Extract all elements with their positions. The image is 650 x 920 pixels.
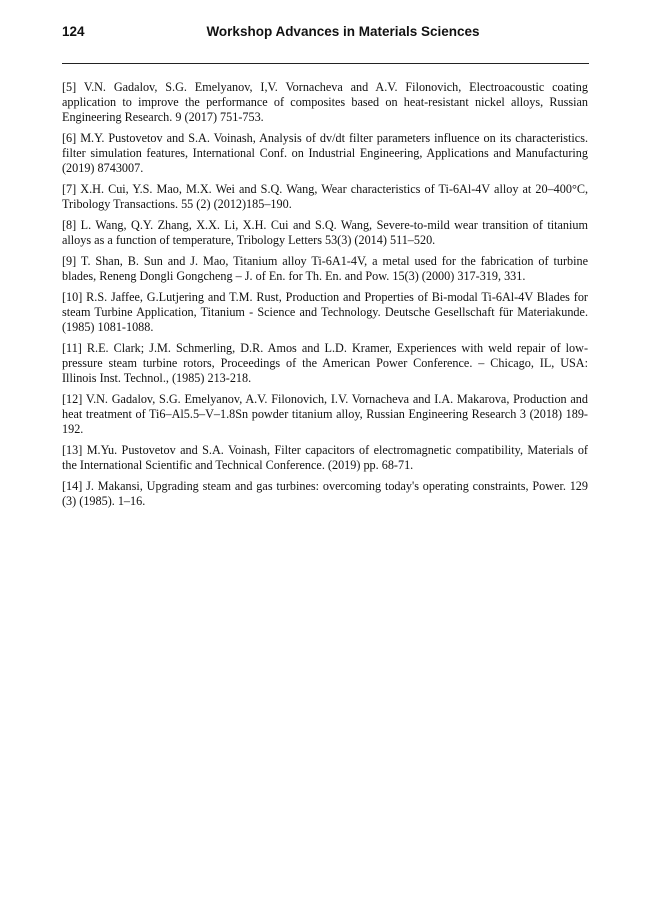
reference-10: [10] R.S. Jaffee, G.Lutjering and T.M. Rust, Production and Properties of Bi-modal Ti-6Al-4V Blades for steam Turbine Application, Titanium - Science and Technology. Deutsche Gesellschaft für Materiakunde. (1985) 1081-1088. (62, 290, 588, 334)
reference-12: [12] V.N. Gadalov, S.G. Emelyanov, A.V. Filonovich, I.V. Vornacheva and I.A. Makarova, Production and heat treatment of Ti6–Al5.5–V–1.8Sn powder titanium alloy, Russian Engineering Research 3 (2018) 189-192. (62, 392, 588, 436)
header-divider (62, 63, 589, 64)
page-number: 124 (62, 24, 85, 39)
reference-list (62, 80, 588, 515)
reference-11: [11] R.E. Clark; J.M. Schmerling, D.R. Amos and L.D. Kramer, Experiences with weld repair of low-pressure steam turbine rotors, Proceedings of the American Power Conference. – Chicago, IL, USA: Illinois Inst. Technol., (1985) 213-218. (62, 341, 588, 385)
reference-8: [8] L. Wang, Q.Y. Zhang, X.X. Li, X.H. Cui and S.Q. Wang, Severe-to-mild wear transition of titanium alloys as a function of temperature, Tribology Letters 53(3) (2014) 511–520. (62, 218, 588, 247)
running-header (62, 24, 588, 44)
journal-title: Workshop Advances in Materials Sciences (206, 24, 480, 39)
reference-7: [7] X.H. Cui, Y.S. Mao, M.X. Wei and S.Q. Wang, Wear characteristics of Ti-6Al-4V alloy at 20–400°C, Tribology Transactions. 55 (2) (2012)185–190. (62, 182, 588, 211)
reference-6: [6] M.Y. Pustovetov and S.A. Voinash, Analysis of dv/dt filter parameters influence on its characteristics. filter simulation features, International Conf. on Industrial Engineering, Applications and Manufacturing (2019) 8743007. (62, 131, 588, 175)
reference-13: [13] M.Yu. Pustovetov and S.A. Voinash, Filter capacitors of electromagnetic compatibility, Materials of the International Scientific and Technical Conference. (2019) pp. 68-71. (62, 443, 588, 472)
reference-5: [5] V.N. Gadalov, S.G. Emelyanov, I,V. Vornacheva and A.V. Filonovich, Electroacoustic coating application to improve the performance of composites based on heat-resistant nickel alloys, Russian Engineering Research. 9 (2017) 751-753. (62, 80, 588, 124)
reference-9: [9] T. Shan, B. Sun and J. Mao, Titanium alloy Ti-6A1-4V, a metal used for the fabrication of turbine blades, Reneng Dongli Gongcheng – J. of En. for Th. En. and Pow. 15(3) (2000) 317-319, 331. (62, 254, 588, 283)
reference-14: [14] J. Makansi, Upgrading steam and gas turbines: overcoming today's operating constraints, Power. 129 (3) (1985). 1–16. (62, 479, 588, 508)
